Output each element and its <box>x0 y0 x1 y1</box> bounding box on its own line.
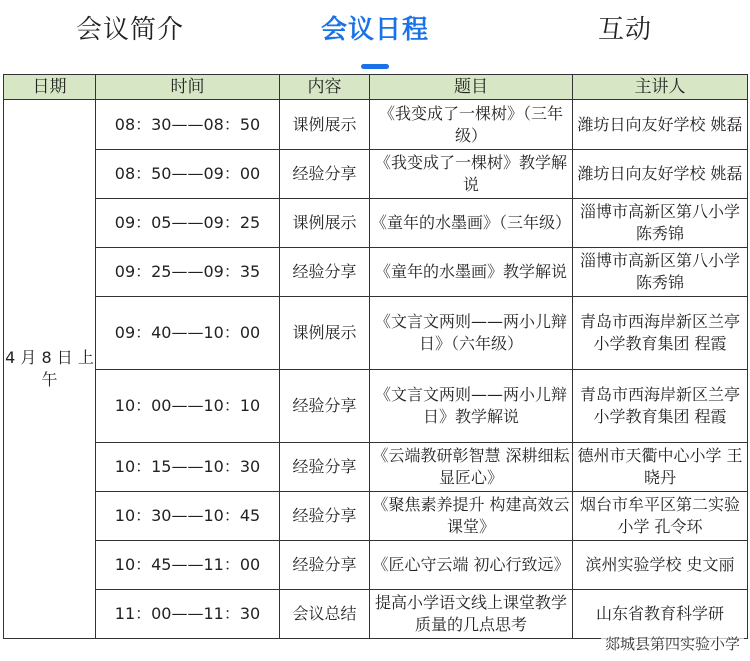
content-cell: 课例展示 <box>280 297 370 370</box>
time-cell: 08：50——09：00 <box>96 150 280 199</box>
speaker-cell: 淄博市高新区第八小学 陈秀锦 <box>573 199 748 248</box>
table-header-row <box>4 75 748 100</box>
content-cell: 经验分享 <box>280 150 370 199</box>
content-cell: 经验分享 <box>280 541 370 590</box>
content-cell: 经验分享 <box>280 492 370 541</box>
date-cell: 4 月 8 日 上午 <box>4 100 96 639</box>
time-cell: 10：45——11：00 <box>96 541 280 590</box>
tab-conference-intro[interactable]: 会议简介 <box>75 15 184 45</box>
time-cell: 09：05——09：25 <box>96 199 280 248</box>
time-cell: 10：30——10：45 <box>96 492 280 541</box>
tab-conference-schedule[interactable]: 会议日程 <box>320 15 429 45</box>
speaker-cell: 潍坊日向友好学校 姚磊 <box>573 150 748 199</box>
speaker-cell: 德州市天衢中心小学 王晓丹 <box>573 443 748 492</box>
speaker-cell: 烟台市牟平区第二实验小学 孔令环 <box>573 492 748 541</box>
topic-cell: 《童年的水墨画》教学解说 <box>370 248 573 297</box>
speaker-cell: 青岛市西海岸新区兰亭小学教育集团 程霞 <box>573 297 748 370</box>
table-row <box>4 370 748 443</box>
schedule-table <box>3 74 748 639</box>
speaker-cell: 山东省教育科学研 <box>573 590 748 639</box>
table-row <box>4 199 748 248</box>
topic-cell: 提高小学语文线上课堂教学质量的几点思考 <box>370 590 573 639</box>
time-cell: 08：30——08：50 <box>96 100 280 150</box>
topic-cell: 《我变成了一棵树》教学解说 <box>370 150 573 199</box>
table-row <box>4 100 748 150</box>
content-cell: 课例展示 <box>280 100 370 150</box>
speaker-cell: 青岛市西海岸新区兰亭小学教育集团 程霞 <box>573 370 748 443</box>
time-cell: 11：00——11：30 <box>96 590 280 639</box>
header-date: 日期 <box>4 75 96 100</box>
topic-cell: 《匠心守云端 初心行致远》 <box>370 541 573 590</box>
topic-cell: 《文言文两则——两小儿辩日》（六年级） <box>370 297 573 370</box>
table-row <box>4 492 748 541</box>
tab-interaction[interactable]: 互动 <box>597 15 652 45</box>
speaker-cell: 淄博市高新区第八小学 陈秀锦 <box>573 248 748 297</box>
table-row <box>4 443 748 492</box>
table-row <box>4 297 748 370</box>
content-cell: 课例展示 <box>280 199 370 248</box>
table-row <box>4 541 748 590</box>
topic-cell: 《我变成了一棵树》（三年级） <box>370 100 573 150</box>
header-topic: 题目 <box>370 75 573 100</box>
topic-cell: 《童年的水墨画》（三年级） <box>370 199 573 248</box>
content-cell: 会议总结 <box>280 590 370 639</box>
content-cell: 经验分享 <box>280 370 370 443</box>
table-row <box>4 150 748 199</box>
topic-cell: 《文言文两则——两小儿辩日》教学解说 <box>370 370 573 443</box>
time-cell: 10：00——10：10 <box>96 370 280 443</box>
content-cell: 经验分享 <box>280 248 370 297</box>
tab-bar <box>0 0 750 72</box>
watermark: 郯城县第四实验小学 <box>601 632 744 655</box>
header-time: 时间 <box>96 75 280 100</box>
topic-cell: 《聚焦素养提升 构建高效云课堂》 <box>370 492 573 541</box>
speaker-cell: 潍坊日向友好学校 姚磊 <box>573 100 748 150</box>
topic-cell: 《云端教研彰智慧 深耕细耘显匠心》 <box>370 443 573 492</box>
time-cell: 09：40——10：00 <box>96 297 280 370</box>
time-cell: 10：15——10：30 <box>96 443 280 492</box>
content-cell: 经验分享 <box>280 443 370 492</box>
time-cell: 09：25——09：35 <box>96 248 280 297</box>
active-tab-indicator <box>361 64 389 69</box>
table-row <box>4 248 748 297</box>
header-content: 内容 <box>280 75 370 100</box>
header-speaker: 主讲人 <box>573 75 748 100</box>
speaker-cell: 滨州实验学校 史文丽 <box>573 541 748 590</box>
